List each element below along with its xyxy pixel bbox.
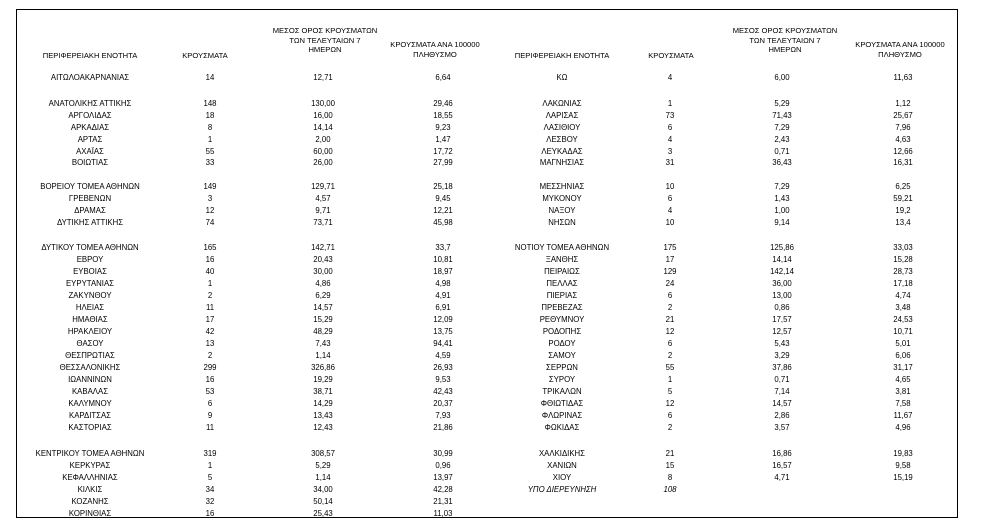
right-row-27-rate: 19,83 <box>893 449 913 458</box>
left-row-25-cases: 9 <box>207 411 213 420</box>
right-row-21-cases: 55 <box>665 363 675 372</box>
right-row-12-name: ΞΑΝΘΗΣ <box>545 255 579 264</box>
left-row-17-name: ΗΜΑΘΙΑΣ <box>72 315 108 324</box>
left-row-1-rate: 29,46 <box>433 99 453 108</box>
left-row-0-avg: 12,71 <box>313 73 333 82</box>
right-row-5-avg: 0,71 <box>774 147 790 156</box>
right-row-24-name: ΦΘΙΩΤΙΔΑΣ <box>540 399 584 408</box>
right-row-19-avg: 5,43 <box>774 339 790 348</box>
right-row-2-cases: 73 <box>665 111 675 120</box>
right-row-23-rate: 3,81 <box>895 387 911 396</box>
left-row-11-name: ΔΥΤΙΚΟΥ ΤΟΜΕΑ ΑΘΗΝΩΝ <box>41 243 139 252</box>
right-row-13-cases: 129 <box>663 267 677 276</box>
left-row-29-rate: 13,97 <box>433 473 453 482</box>
left-row-24-rate: 20,37 <box>433 399 453 408</box>
right-row-25-name: ΦΛΩΡΙΝΑΣ <box>541 411 583 420</box>
right-row-6-name: ΜΑΓΝΗΣΙΑΣ <box>539 158 585 167</box>
left-row-16-cases: 11 <box>205 303 215 312</box>
left-row-12-name: ΕΒΡΟΥ <box>76 255 104 264</box>
left-row-0-rate: 6,64 <box>435 73 451 82</box>
right-row-17-cases: 21 <box>665 315 675 324</box>
left-row-2-name: ΑΡΓΟΛΙΔΑΣ <box>68 111 112 120</box>
right-row-22-name: ΣΥΡΟΥ <box>548 375 576 384</box>
right-row-6-cases: 31 <box>665 158 675 167</box>
right-row-5-name: ΛΕΥΚΑΔΑΣ <box>541 147 583 156</box>
right-row-30-name: ΥΠΟ ΔΙΕΡΕΥΝΗΣΗ <box>527 485 597 494</box>
right-row-2-avg: 71,43 <box>772 111 792 120</box>
left-row-3-name: ΑΡΚΑΔΙΑΣ <box>70 123 110 132</box>
right-row-12-avg: 14,14 <box>772 255 792 264</box>
left-row-4-avg: 2,00 <box>315 135 331 144</box>
left-row-28-cases: 1 <box>207 461 213 470</box>
left-row-7-avg: 129,71 <box>311 182 335 191</box>
right-row-18-rate: 10,71 <box>893 327 913 336</box>
right-row-23-cases: 5 <box>667 387 673 396</box>
left-row-4-rate: 1,47 <box>435 135 451 144</box>
right-row-25-rate: 11,67 <box>893 411 913 420</box>
right-row-1-name: ΛΑΚΩΝΙΑΣ <box>542 99 582 108</box>
right-row-27-avg: 16,86 <box>772 449 792 458</box>
left-row-15-avg: 6,29 <box>315 291 331 300</box>
right-row-27-cases: 21 <box>665 449 675 458</box>
left-row-0-name: ΑΙΤΩΛΟΑΚΑΡΝΑΝΙΑΣ <box>50 73 130 82</box>
left-row-31-rate: 21,31 <box>433 497 453 506</box>
right-row-20-rate: 6,06 <box>895 351 911 360</box>
left-row-22-rate: 9,53 <box>435 375 451 384</box>
left-row-15-name: ΖΑΚΥΝΘΟΥ <box>68 291 112 300</box>
left-row-20-cases: 2 <box>207 351 213 360</box>
left-row-5-cases: 55 <box>205 147 215 156</box>
table-top-rule <box>16 9 958 10</box>
right-row-11-cases: 175 <box>663 243 677 252</box>
right-row-21-rate: 31,17 <box>893 363 913 372</box>
right-row-0-avg: 6,00 <box>774 73 790 82</box>
right-row-17-rate: 24,53 <box>893 315 913 324</box>
table-left-border <box>16 9 17 518</box>
left-row-31-avg: 50,14 <box>313 497 333 506</box>
left-row-24-name: ΚΑΛΥΜΝΟΥ <box>68 399 112 408</box>
right-row-29-rate: 15,19 <box>893 473 913 482</box>
right-row-23-name: ΤΡΙΚΑΛΩΝ <box>542 387 582 396</box>
right-row-11-avg: 125,86 <box>770 243 794 252</box>
right-row-27-name: ΧΑΛΚΙΔΙΚΗΣ <box>538 449 585 458</box>
left-row-7-cases: 149 <box>203 182 217 191</box>
left-row-2-avg: 16,00 <box>313 111 333 120</box>
right-row-21-name: ΣΕΡΡΩΝ <box>546 363 578 372</box>
left-row-18-avg: 48,29 <box>313 327 333 336</box>
right-row-2-name: ΛΑΡΙΣΑΣ <box>545 111 579 120</box>
right-row-19-name: ΡΟΔΟΥ <box>548 339 576 348</box>
left-row-31-name: ΚΟΖΑΝΗΣ <box>71 497 109 506</box>
right-row-29-avg: 4,71 <box>774 473 790 482</box>
left-row-19-rate: 94,41 <box>433 339 453 348</box>
right-row-28-cases: 15 <box>665 461 675 470</box>
right-row-25-avg: 2,86 <box>774 411 790 420</box>
left-row-1-avg: 130,00 <box>311 99 335 108</box>
right-row-26-avg: 3,57 <box>774 423 790 432</box>
right-row-11-rate: 33,03 <box>893 243 913 252</box>
left-row-22-name: ΙΩΑΝΝΙΝΩΝ <box>68 375 112 384</box>
right-row-1-rate: 1,12 <box>895 99 911 108</box>
left-row-1-cases: 148 <box>203 99 217 108</box>
left-row-25-rate: 7,93 <box>435 411 451 420</box>
right-row-15-rate: 4,74 <box>895 291 911 300</box>
left-row-19-cases: 13 <box>205 339 215 348</box>
left-row-9-cases: 12 <box>205 206 215 215</box>
right-row-10-name: ΝΗΣΩΝ <box>548 218 576 227</box>
left-row-27-name: ΚΕΝΤΡΙΚΟΥ ΤΟΜΕΑ ΑΘΗΝΩΝ <box>35 449 145 458</box>
right-row-24-avg: 14,57 <box>772 399 792 408</box>
left-row-26-name: ΚΑΣΤΟΡΙΑΣ <box>68 423 112 432</box>
left-row-10-rate: 45,98 <box>433 218 453 227</box>
right-row-16-avg: 0,86 <box>774 303 790 312</box>
left-row-31-cases: 32 <box>205 497 215 506</box>
left-row-17-avg: 15,29 <box>313 315 333 324</box>
right-row-24-rate: 7,58 <box>895 399 911 408</box>
right-row-3-cases: 6 <box>667 123 673 132</box>
left-row-13-cases: 40 <box>205 267 215 276</box>
right-row-20-name: ΣΑΜΟΥ <box>548 351 576 360</box>
left-row-27-avg: 308,57 <box>311 449 335 458</box>
right-row-17-name: ΡΕΘΥΜΝΟΥ <box>539 315 585 324</box>
left-row-20-name: ΘΕΣΠΡΩΤΙΑΣ <box>65 351 115 360</box>
right-row-14-rate: 17,18 <box>893 279 913 288</box>
right-row-26-rate: 4,96 <box>895 423 911 432</box>
left-row-32-cases: 16 <box>205 509 215 518</box>
left-row-11-rate: 33,7 <box>435 243 451 252</box>
right-row-7-name: ΜΕΣΣΗΝΙΑΣ <box>539 182 585 191</box>
left-row-17-cases: 17 <box>205 315 215 324</box>
right-row-5-rate: 12,66 <box>893 147 913 156</box>
right-row-14-name: ΠΕΛΛΑΣ <box>546 279 578 288</box>
left-row-18-rate: 13,75 <box>433 327 453 336</box>
left-row-20-avg: 1,14 <box>315 351 331 360</box>
left-row-8-rate: 9,45 <box>435 194 451 203</box>
left-row-24-cases: 6 <box>207 399 213 408</box>
left-row-16-avg: 14,57 <box>313 303 333 312</box>
left-row-1-name: ΑΝΑΤΟΛΙΚΗΣ ΑΤΤΙΚΗΣ <box>48 99 132 108</box>
left-row-16-rate: 6,91 <box>435 303 451 312</box>
right-row-16-name: ΠΡΕΒΕΖΑΣ <box>541 303 583 312</box>
left-row-8-name: ΓΡΕΒΕΝΩΝ <box>68 194 112 203</box>
left-row-24-avg: 14,29 <box>313 399 333 408</box>
left-row-17-rate: 12,09 <box>433 315 453 324</box>
left-row-2-rate: 18,55 <box>433 111 453 120</box>
left-row-23-avg: 38,71 <box>313 387 333 396</box>
left-row-0-cases: 14 <box>205 73 215 82</box>
header-rate-right: ΚΡΟΥΣΜΑΤΑ ΑΝΑ 100000 ΠΛΗΘΥΣΜΟ <box>855 40 945 59</box>
right-row-3-name: ΛΑΣΙΘΙΟΥ <box>543 123 581 132</box>
header-avg-left: ΜΕΣΟΣ ΟΡΟΣ ΚΡΟΥΣΜΑΤΩΝ ΤΩΝ ΤΕΛΕΥΤΑΙΩΝ 7 ΗΜΕΡΩΝ <box>272 26 378 54</box>
right-row-28-rate: 9,58 <box>895 461 911 470</box>
right-row-18-cases: 12 <box>665 327 675 336</box>
right-row-8-rate: 59,21 <box>893 194 913 203</box>
left-row-4-name: ΑΡΤΑΣ <box>77 135 103 144</box>
left-row-18-name: ΗΡΑΚΛΕΙΟΥ <box>67 327 113 336</box>
left-row-11-avg: 142,71 <box>311 243 335 252</box>
left-row-5-name: ΑΧΑΪΑΣ <box>76 147 104 156</box>
left-row-30-name: ΚΙΛΚΙΣ <box>77 485 103 494</box>
right-row-20-avg: 3,29 <box>774 351 790 360</box>
left-row-30-avg: 34,00 <box>313 485 333 494</box>
left-row-22-cases: 16 <box>205 375 215 384</box>
right-row-10-rate: 13,4 <box>895 218 911 227</box>
right-row-10-cases: 10 <box>665 218 675 227</box>
right-row-0-rate: 11,63 <box>893 73 913 82</box>
left-row-21-name: ΘΕΣΣΑΛΟΝΙΚΗΣ <box>59 363 121 372</box>
right-row-10-avg: 9,14 <box>774 218 790 227</box>
right-row-24-cases: 12 <box>665 399 675 408</box>
left-row-29-name: ΚΕΦΑΛΛΗΝΙΑΣ <box>62 473 118 482</box>
right-row-19-rate: 5,01 <box>895 339 911 348</box>
left-row-11-cases: 165 <box>203 243 217 252</box>
right-row-29-name: ΧΙΟΥ <box>552 473 572 482</box>
header-cases-right: ΚΡΟΥΣΜΑΤΑ <box>648 51 694 60</box>
left-row-10-name: ΔΥΤΙΚΗΣ ΑΤΤΙΚΗΣ <box>56 218 124 227</box>
right-row-9-rate: 19,2 <box>895 206 911 215</box>
left-row-26-avg: 12,43 <box>313 423 333 432</box>
right-row-13-name: ΠΕΙΡΑΙΩΣ <box>544 267 580 276</box>
left-row-21-rate: 26,93 <box>433 363 453 372</box>
right-row-16-rate: 3,48 <box>895 303 911 312</box>
left-row-13-name: ΕΥΒΟΙΑΣ <box>73 267 107 276</box>
left-row-12-cases: 16 <box>205 255 215 264</box>
right-row-0-name: ΚΩ <box>556 73 568 82</box>
right-row-4-avg: 2,43 <box>774 135 790 144</box>
left-row-16-name: ΗΛΕΙΑΣ <box>75 303 105 312</box>
left-row-15-cases: 2 <box>207 291 213 300</box>
right-row-16-cases: 2 <box>667 303 673 312</box>
left-row-14-rate: 4,98 <box>435 279 451 288</box>
right-row-7-rate: 6,25 <box>895 182 911 191</box>
right-row-7-cases: 10 <box>665 182 675 191</box>
header-region-left: ΠΕΡΙΦΕΡΕΙΑΚΗ ΕΝΟΤΗΤΑ <box>42 51 138 60</box>
right-row-0-cases: 4 <box>667 73 673 82</box>
right-row-17-avg: 17,57 <box>772 315 792 324</box>
right-row-22-rate: 4,65 <box>895 375 911 384</box>
left-row-9-rate: 12,21 <box>433 206 453 215</box>
left-row-28-avg: 5,29 <box>315 461 331 470</box>
left-row-29-avg: 1,14 <box>315 473 331 482</box>
left-row-32-avg: 25,43 <box>313 509 333 518</box>
left-row-19-name: ΘΑΣΟΥ <box>76 339 104 348</box>
left-row-21-cases: 299 <box>203 363 217 372</box>
left-row-20-rate: 4,59 <box>435 351 451 360</box>
left-row-6-rate: 27,99 <box>433 158 453 167</box>
right-row-8-name: ΜΥΚΟΝΟΥ <box>542 194 582 203</box>
left-row-12-rate: 10,81 <box>433 255 453 264</box>
right-row-4-rate: 4,63 <box>895 135 911 144</box>
left-row-21-avg: 326,86 <box>311 363 335 372</box>
header-avg-right: ΜΕΣΟΣ ΟΡΟΣ ΚΡΟΥΣΜΑΤΩΝ ΤΩΝ ΤΕΛΕΥΤΑΙΩΝ 7 ΗΜΕΡΩΝ <box>732 26 838 54</box>
right-row-26-cases: 2 <box>667 423 673 432</box>
right-row-12-cases: 17 <box>665 255 675 264</box>
header-region-right: ΠΕΡΙΦΕΡΕΙΑΚΗ ΕΝΟΤΗΤΑ <box>514 51 610 60</box>
header-cases-left: ΚΡΟΥΣΜΑΤΑ <box>182 51 228 60</box>
right-row-6-rate: 16,31 <box>893 158 913 167</box>
right-row-30-cases: 108 <box>663 485 677 494</box>
left-row-14-name: ΕΥΡΥΤΑΝΙΑΣ <box>65 279 114 288</box>
left-row-27-rate: 30,99 <box>433 449 453 458</box>
right-row-22-avg: 0,71 <box>774 375 790 384</box>
right-row-22-cases: 1 <box>667 375 673 384</box>
left-row-23-name: ΚΑΒΑΛΑΣ <box>71 387 109 396</box>
left-row-22-avg: 19,29 <box>313 375 333 384</box>
right-row-29-cases: 8 <box>667 473 673 482</box>
right-row-13-avg: 142,14 <box>770 267 794 276</box>
right-row-1-avg: 5,29 <box>774 99 790 108</box>
header-rate-left: ΚΡΟΥΣΜΑΤΑ ΑΝΑ 100000 ΠΛΗΘΥΣΜΟ <box>390 40 480 59</box>
right-row-6-avg: 36,43 <box>772 158 792 167</box>
left-row-8-cases: 3 <box>207 194 213 203</box>
right-row-9-name: ΝΑΞΟΥ <box>548 206 576 215</box>
left-row-13-rate: 18,97 <box>433 267 453 276</box>
right-row-28-name: ΧΑΝΙΩΝ <box>547 461 577 470</box>
left-row-32-rate: 11,03 <box>433 509 453 518</box>
left-row-26-cases: 11 <box>205 423 215 432</box>
left-row-30-cases: 34 <box>205 485 215 494</box>
right-row-3-avg: 7,29 <box>774 123 790 132</box>
right-row-28-avg: 16,57 <box>772 461 792 470</box>
right-row-26-name: ΦΩΚΙΔΑΣ <box>544 423 580 432</box>
right-row-14-cases: 24 <box>665 279 675 288</box>
left-row-3-avg: 14,14 <box>313 123 333 132</box>
right-row-4-name: ΛΕΣΒΟΥ <box>546 135 578 144</box>
right-row-8-cases: 6 <box>667 194 673 203</box>
left-row-3-cases: 8 <box>207 123 213 132</box>
left-row-27-cases: 319 <box>203 449 217 458</box>
left-row-19-avg: 7,43 <box>315 339 331 348</box>
left-row-3-rate: 9,23 <box>435 123 451 132</box>
right-row-12-rate: 15,28 <box>893 255 913 264</box>
left-row-32-name: ΚΟΡΙΝΘΙΑΣ <box>68 509 112 518</box>
right-row-15-cases: 6 <box>667 291 673 300</box>
right-row-20-cases: 2 <box>667 351 673 360</box>
left-row-8-avg: 4,57 <box>315 194 331 203</box>
left-row-6-avg: 26,00 <box>313 158 333 167</box>
right-row-19-cases: 6 <box>667 339 673 348</box>
left-row-28-rate: 0,96 <box>435 461 451 470</box>
left-row-9-avg: 9,71 <box>315 206 331 215</box>
left-row-5-rate: 17,72 <box>433 147 453 156</box>
left-row-14-avg: 4,86 <box>315 279 331 288</box>
left-row-2-cases: 18 <box>205 111 215 120</box>
left-row-10-cases: 74 <box>205 218 215 227</box>
left-row-25-name: ΚΑΡΔΙΤΣΑΣ <box>69 411 111 420</box>
right-row-25-cases: 6 <box>667 411 673 420</box>
left-row-4-cases: 1 <box>207 135 213 144</box>
left-row-10-avg: 73,71 <box>313 218 333 227</box>
left-row-18-cases: 42 <box>205 327 215 336</box>
right-row-9-cases: 4 <box>667 206 673 215</box>
left-row-13-avg: 30,00 <box>313 267 333 276</box>
right-row-4-cases: 4 <box>667 135 673 144</box>
left-row-29-cases: 5 <box>207 473 213 482</box>
left-row-6-name: ΒΟΙΩΤΙΑΣ <box>71 158 109 167</box>
right-row-1-cases: 1 <box>667 99 673 108</box>
right-row-3-rate: 7,96 <box>895 123 911 132</box>
right-row-14-avg: 36,00 <box>772 279 792 288</box>
left-row-15-rate: 4,91 <box>435 291 451 300</box>
left-row-7-name: ΒΟΡΕΙΟΥ ΤΟΜΕΑ ΑΘΗΝΩΝ <box>40 182 140 191</box>
left-row-6-cases: 33 <box>205 158 215 167</box>
left-row-14-cases: 1 <box>207 279 213 288</box>
right-row-7-avg: 7,29 <box>774 182 790 191</box>
right-row-23-avg: 7,14 <box>774 387 790 396</box>
left-row-23-rate: 42,43 <box>433 387 453 396</box>
right-row-13-rate: 28,73 <box>893 267 913 276</box>
left-row-30-rate: 42,28 <box>433 485 453 494</box>
left-row-12-avg: 20,43 <box>313 255 333 264</box>
left-row-9-name: ΔΡΑΜΑΣ <box>74 206 106 215</box>
right-row-15-avg: 13,00 <box>772 291 792 300</box>
left-row-5-avg: 60,00 <box>313 147 333 156</box>
right-row-11-name: ΝΟΤΙΟΥ ΤΟΜΕΑ ΑΘΗΝΩΝ <box>514 243 610 252</box>
right-row-18-name: ΡΟΔΟΠΗΣ <box>542 327 582 336</box>
left-row-25-avg: 13,43 <box>313 411 333 420</box>
right-row-2-rate: 25,67 <box>893 111 913 120</box>
right-row-21-avg: 37,86 <box>772 363 792 372</box>
left-row-28-name: ΚΕΡΚΥΡΑΣ <box>69 461 111 470</box>
left-row-26-rate: 21,86 <box>433 423 453 432</box>
right-row-8-avg: 1,43 <box>774 194 790 203</box>
right-row-9-avg: 1,00 <box>774 206 790 215</box>
right-row-18-avg: 12,57 <box>772 327 792 336</box>
left-row-7-rate: 25,18 <box>433 182 453 191</box>
right-row-15-name: ΠΙΕΡΙΑΣ <box>546 291 578 300</box>
right-row-5-cases: 3 <box>667 147 673 156</box>
left-row-23-cases: 53 <box>205 387 215 396</box>
